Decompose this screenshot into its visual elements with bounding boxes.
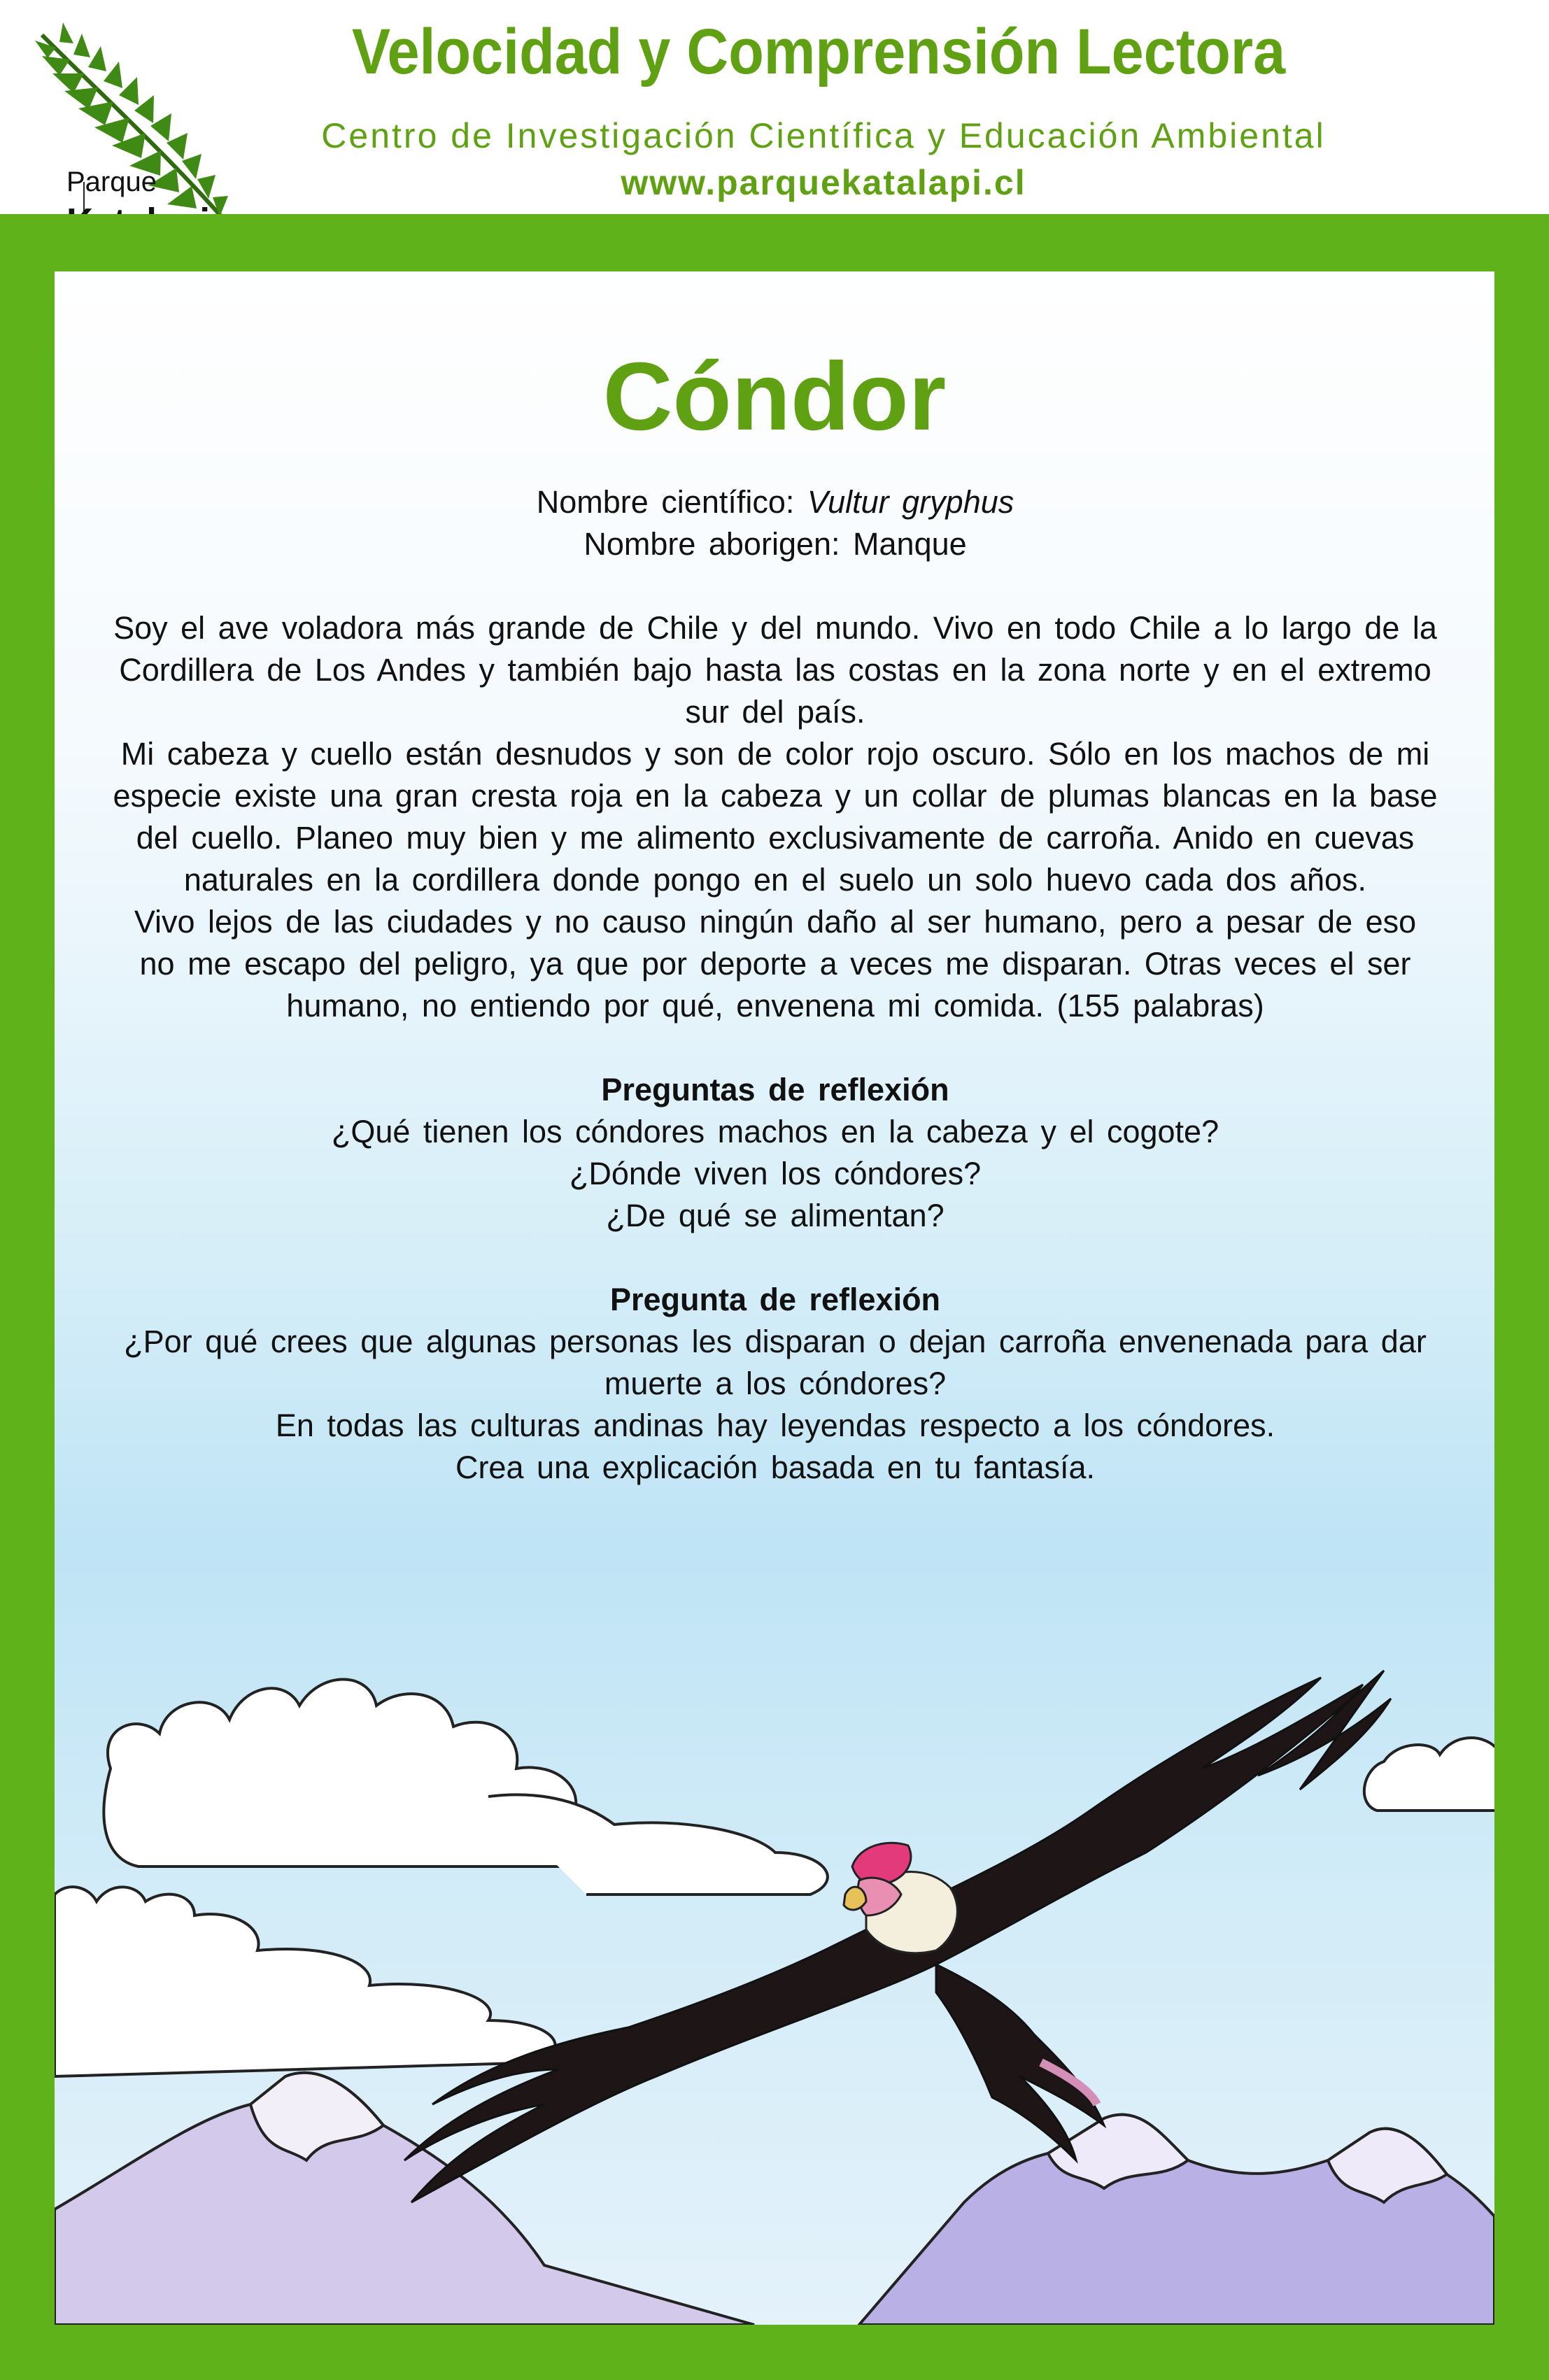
paragraph-2: Mi cabeza y cuello están desnudos y son de color rojo oscuro. Sólo en los machos de mi especie existe una gran cresta roja en la cabeza y un collar de plumas blancas en la base del cuello. Planeo muy bien y me alimento exclusivamente de carroña. Anido en cuevas naturales en la cordillera donde pongo en el suelo un solo huevo cada dos años.	[113, 736, 1438, 898]
scientific-name-line: Nombre científico: Vultur gryphus	[536, 484, 1014, 520]
cloud-lower-left-icon	[55, 1887, 556, 2076]
header-banner	[0, 0, 1549, 214]
reflection-line-3: Crea una explicación basada en tu fantasía.	[455, 1450, 1096, 1485]
question-2: ¿Dónde viven los cóndores?	[569, 1156, 982, 1191]
cloud-right-icon	[1364, 1738, 1494, 1811]
paragraph-3: Vivo lejos de las ciudades y no causo ningún daño al ser humano, pero a pesar de eso no me escapo del peligro, ya que por deporte a veces me disparan. Otras veces el ser humano, no entiendo por qué, envenena mi comida. (155 palabras)	[134, 904, 1417, 1023]
scientific-name: Vultur gryphus	[807, 484, 1014, 520]
reflection-heading: Pregunta de reflexión	[609, 1282, 941, 1317]
page-title: Cóndor	[602, 343, 947, 451]
reflection-line-1: ¿Por qué crees que algunas personas les disparan o dejan carroña envenenada para dar muerte a los cóndores?	[124, 1324, 1427, 1401]
frame-bar	[0, 214, 1549, 271]
header-subtitle: Centro de Investigación Científica y Educación Ambiental	[321, 116, 1326, 155]
content-panel	[55, 271, 1494, 2325]
reflection-line-2: En todas las culturas andinas hay leyendas respecto a los cóndores.	[275, 1408, 1275, 1443]
questions-heading: Preguntas de reflexión	[601, 1072, 949, 1107]
header-url: www.parquekatalapi.cl	[621, 163, 1026, 202]
aboriginal-name-line: Nombre aborigen: Manque	[583, 526, 967, 562]
logo-text-parque: Parque	[66, 167, 157, 197]
paragraph-1: Soy el ave voladora más grande de Chile y del mundo. Vivo en todo Chile a lo largo de la Cordillera de Los Andes y también bajo hasta las costas en la zona norte y en el extremo sur del país.	[113, 610, 1437, 730]
condor-illustration-icon	[404, 1671, 1391, 2202]
question-1: ¿Qué tienen los cóndores machos en la cabeza y el cogote?	[331, 1114, 1219, 1149]
mountains-icon	[55, 2073, 1494, 2325]
header-title: Velocidad y Comprensión Lectora	[351, 16, 1286, 87]
cloud-left-icon	[104, 1680, 827, 1895]
question-3: ¿De qué se alimentan?	[606, 1198, 945, 1233]
article-body	[111, 481, 1440, 1489]
